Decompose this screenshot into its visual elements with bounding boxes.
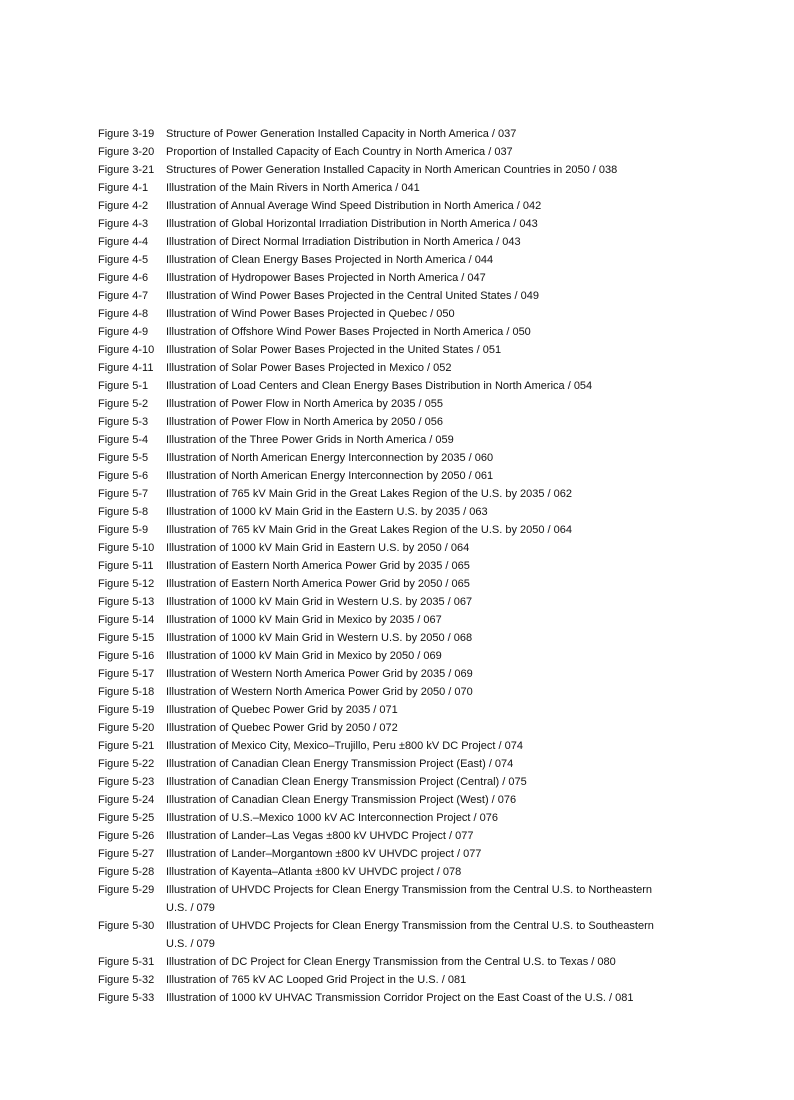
figure-entry-line [98,719,654,737]
figure-entry-line [98,287,654,305]
figure-entry-line [98,377,654,395]
figure-entry [98,485,654,503]
figure-entry [98,323,654,341]
figure-entry-line [98,179,654,197]
figure-entry [98,251,654,269]
figure-title: Illustration of Direct Normal Irradiation Distribution in North America / 043 [166,236,521,248]
figure-title: Illustration of Load Centers and Clean Energy Bases Distribution in North America / 054 [166,380,593,392]
figure-title: Illustration of Canadian Clean Energy Transmission Project (West) / 076 [166,794,517,806]
figure-title: Illustration of Quebec Power Grid by 2050 / 072 [166,722,398,734]
figure-entry [98,665,654,683]
figure-entry [98,611,654,629]
figure-entry [98,575,654,593]
figure-title: Illustration of Eastern North America Power Grid by 2050 / 065 [166,578,470,590]
figure-entry [98,431,654,449]
figure-title: Illustration of the Three Power Grids in North America / 059 [166,434,454,446]
figure-entry [98,557,654,575]
figure-label: Figure 5-33 [98,992,155,1004]
figure-entry [98,701,654,719]
figure-entry [98,521,654,539]
figure-entry-line [98,521,654,539]
figure-entry-line [98,395,654,413]
figure-entry-line [98,971,654,989]
figure-title: Illustration of UHVDC Projects for Clean Energy Transmission from the Central U.S. to Northeastern [166,884,653,896]
figure-entry-line [98,197,654,215]
figure-label: Figure 5-17 [98,668,155,680]
figure-entry-line [98,467,654,485]
figure-label: Figure 5-19 [98,704,155,716]
figure-entry [98,629,654,647]
figure-label: Figure 4-4 [98,236,149,248]
figure-title: Illustration of UHVDC Projects for Clean Energy Transmission from the Central U.S. to Southeastern [166,920,654,932]
figure-title: Illustration of 1000 kV Main Grid in Eastern U.S. by 2050 / 064 [166,542,470,554]
figure-entry-line [98,323,654,341]
figure-label: Figure 5-6 [98,470,149,482]
figure-entry [98,791,654,809]
figure-entry [98,773,654,791]
figure-entry-line [98,845,654,863]
figure-title: Illustration of 1000 kV Main Grid in the Eastern U.S. by 2035 / 063 [166,506,488,518]
figure-entry-line [98,161,654,179]
figure-entry-line [98,539,654,557]
figure-label: Figure 5-13 [98,596,155,608]
figure-label: Figure 5-3 [98,416,149,428]
figure-title: Illustration of Power Flow in North America by 2035 / 055 [166,398,443,410]
figure-title-continuation: U.S. / 079 [166,938,215,950]
figure-label: Figure 5-31 [98,956,155,968]
figure-label: Figure 5-29 [98,884,155,896]
figure-entry-line [98,503,654,521]
figure-entry [98,179,654,197]
figure-entry [98,197,654,215]
figure-entry-line [98,413,654,431]
figure-label: Figure 5-4 [98,434,149,446]
figure-label: Figure 5-8 [98,506,149,518]
figure-title: Illustration of 765 kV Main Grid in the Great Lakes Region of the U.S. by 2050 / 064 [166,524,573,536]
figure-entry-line [98,881,654,899]
figure-label: Figure 5-28 [98,866,155,878]
figure-entry [98,161,654,179]
figure-entry-line [98,737,654,755]
figure-entry [98,917,654,953]
figure-entry [98,863,654,881]
figure-entry [98,719,654,737]
figure-entry [98,359,654,377]
figure-entry-line [98,575,654,593]
figure-entry-line [98,143,654,161]
figure-entry [98,539,654,557]
figure-entry-line [98,647,654,665]
figure-entry-line [98,863,654,881]
figure-title: Illustration of Mexico City, Mexico–Trujillo, Peru ±800 kV DC Project / 074 [166,740,523,752]
figure-label: Figure 5-11 [98,560,154,572]
figure-title: Illustration of Solar Power Bases Projected in Mexico / 052 [166,362,452,374]
figure-label: Figure 4-7 [98,290,149,302]
figure-label: Figure 5-7 [98,488,149,500]
figure-entry [98,737,654,755]
figure-entry-line [98,305,654,323]
figure-title: Illustration of Western North America Power Grid by 2035 / 069 [166,668,473,680]
figure-label: Figure 4-1 [98,182,149,194]
figure-label: Figure 5-16 [98,650,155,662]
figure-title: Illustration of the Main Rivers in North America / 041 [166,182,420,194]
figure-entry [98,827,654,845]
figure-entry [98,881,654,917]
figure-label: Figure 3-19 [98,128,155,140]
figure-title: Illustration of 765 kV Main Grid in the Great Lakes Region of the U.S. by 2035 / 062 [166,488,573,500]
figure-entry-line [98,215,654,233]
figure-label: Figure 4-3 [98,218,149,230]
figure-entry [98,233,654,251]
figure-title: Illustration of DC Project for Clean Energy Transmission from the Central U.S. to Texas / 080 [166,956,616,968]
figure-title: Illustration of North American Energy Interconnection by 2050 / 061 [166,470,494,482]
figure-entry [98,971,654,989]
figure-label: Figure 5-25 [98,812,155,824]
figure-label: Figure 5-20 [98,722,155,734]
figure-entry-line [98,233,654,251]
figure-entry-line [98,755,654,773]
figure-title: Illustration of 765 kV AC Looped Grid Project in the U.S. / 081 [166,974,467,986]
figure-entry-line [98,809,654,827]
figure-label: Figure 3-21 [98,164,155,176]
figure-title: Illustration of Canadian Clean Energy Transmission Project (East) / 074 [166,758,514,770]
figure-title-continuation: U.S. / 079 [166,902,215,914]
figure-label: Figure 4-9 [98,326,149,338]
figure-title: Illustration of 1000 kV Main Grid in Western U.S. by 2035 / 067 [166,596,473,608]
figure-entry-line [98,665,654,683]
figure-title: Illustration of Hydropower Bases Projected in North America / 047 [166,272,486,284]
figure-entry-line [98,701,654,719]
figure-title: Illustration of Kayenta–Atlanta ±800 kV UHVDC project / 078 [166,866,462,878]
figure-entry-line [98,359,654,377]
figure-title: Illustration of 1000 kV Main Grid in Western U.S. by 2050 / 068 [166,632,473,644]
figure-label: Figure 5-18 [98,686,155,698]
figure-label: Figure 5-14 [98,614,155,626]
figure-entry [98,449,654,467]
figure-label: Figure 5-1 [98,380,149,392]
figure-title: Illustration of Global Horizontal Irradiation Distribution in North America / 043 [166,218,538,230]
figure-entry [98,305,654,323]
figure-entry [98,467,654,485]
figure-label: Figure 5-21 [98,740,155,752]
figure-title: Illustration of Power Flow in North America by 2050 / 056 [166,416,443,428]
figure-entry-line [98,251,654,269]
figure-label: Figure 5-24 [98,794,155,806]
figure-title: Illustration of 1000 kV Main Grid in Mexico by 2050 / 069 [166,650,442,662]
figure-title: Structures of Power Generation Installed Capacity in North American Countries in 2050 / 038 [166,164,618,176]
figure-title: Illustration of Western North America Power Grid by 2050 / 070 [166,686,473,698]
figure-title: Illustration of 1000 kV UHVAC Transmission Corridor Project on the East Coast of the U.S. / 081 [166,992,634,1004]
figure-entry [98,269,654,287]
figure-title: Illustration of Wind Power Bases Projected in the Central United States / 049 [166,290,539,302]
figure-entry [98,413,654,431]
figure-entry [98,341,654,359]
figure-label: Figure 5-2 [98,398,149,410]
figure-entry [98,377,654,395]
figure-entry-line [98,917,654,935]
figure-title: Illustration of Wind Power Bases Projected in Quebec / 050 [166,308,455,320]
figure-label: Figure 4-8 [98,308,149,320]
figure-title: Illustration of Solar Power Bases Projected in the United States / 051 [166,344,502,356]
figure-label: Figure 4-5 [98,254,149,266]
figure-entry [98,287,654,305]
figure-label: Figure 5-23 [98,776,155,788]
figure-entry [98,647,654,665]
figure-entry [98,593,654,611]
figure-title: Illustration of Annual Average Wind Speed Distribution in North America / 042 [166,200,542,212]
figure-entry-line [98,485,654,503]
figure-label: Figure 4-11 [98,362,154,374]
figure-label: Figure 5-15 [98,632,155,644]
figure-entry-line [98,629,654,647]
figure-title: Illustration of 1000 kV Main Grid in Mexico by 2035 / 067 [166,614,442,626]
figure-entry-line [98,989,654,1007]
figure-label: Figure 5-30 [98,920,155,932]
figure-entry [98,989,654,1007]
figure-entry [98,683,654,701]
figure-entry [98,953,654,971]
figure-title: Illustration of Lander–Morgantown ±800 kV UHVDC project / 077 [166,848,482,860]
figure-title: Illustration of Canadian Clean Energy Transmission Project (Central) / 075 [166,776,527,788]
figure-entry [98,755,654,773]
figure-entry-line [98,773,654,791]
figure-label: Figure 4-6 [98,272,149,284]
figure-title: Illustration of Eastern North America Power Grid by 2035 / 065 [166,560,470,572]
figure-entry-line [98,269,654,287]
figure-entry [98,143,654,161]
figure-title: Structure of Power Generation Installed Capacity in North America / 037 [166,128,517,140]
figure-label: Figure 5-32 [98,974,155,986]
figure-title: Illustration of U.S.–Mexico 1000 kV AC Interconnection Project / 076 [166,812,499,824]
figure-label: Figure 5-22 [98,758,155,770]
figure-entry-line [98,611,654,629]
figure-entry [98,125,654,143]
figure-title: Illustration of Lander–Las Vegas ±800 kV UHVDC Project / 077 [166,830,474,842]
figure-label: Figure 4-10 [98,344,155,356]
figure-label: Figure 5-9 [98,524,149,536]
figure-label: Figure 5-26 [98,830,155,842]
list-of-figures [98,125,654,1007]
figure-entry-line [98,827,654,845]
figure-title: Illustration of North American Energy Interconnection by 2035 / 060 [166,452,494,464]
figure-title: Illustration of Clean Energy Bases Projected in North America / 044 [166,254,494,266]
figure-title: Proportion of Installed Capacity of Each Country in North America / 037 [166,146,513,158]
figure-label: Figure 5-5 [98,452,149,464]
figure-title: Illustration of Quebec Power Grid by 2035 / 071 [166,704,398,716]
figure-entry [98,215,654,233]
figure-entry-line [98,683,654,701]
figure-label: Figure 5-12 [98,578,155,590]
figure-entry [98,395,654,413]
figure-label: Figure 5-10 [98,542,155,554]
figure-title: Illustration of Offshore Wind Power Bases Projected in North America / 050 [166,326,531,338]
figure-label: Figure 5-27 [98,848,155,860]
figure-label: Figure 3-20 [98,146,155,158]
figure-label: Figure 4-2 [98,200,149,212]
figure-entry-line [98,125,654,143]
figure-entry-line [98,341,654,359]
figure-entry-line [98,593,654,611]
figure-entry [98,845,654,863]
figure-entry-line [98,791,654,809]
figure-entry-line [98,557,654,575]
figure-entry [98,503,654,521]
figure-entry-line [98,953,654,971]
figure-entry [98,809,654,827]
figure-entry-line [98,431,654,449]
figure-entry-line [98,449,654,467]
